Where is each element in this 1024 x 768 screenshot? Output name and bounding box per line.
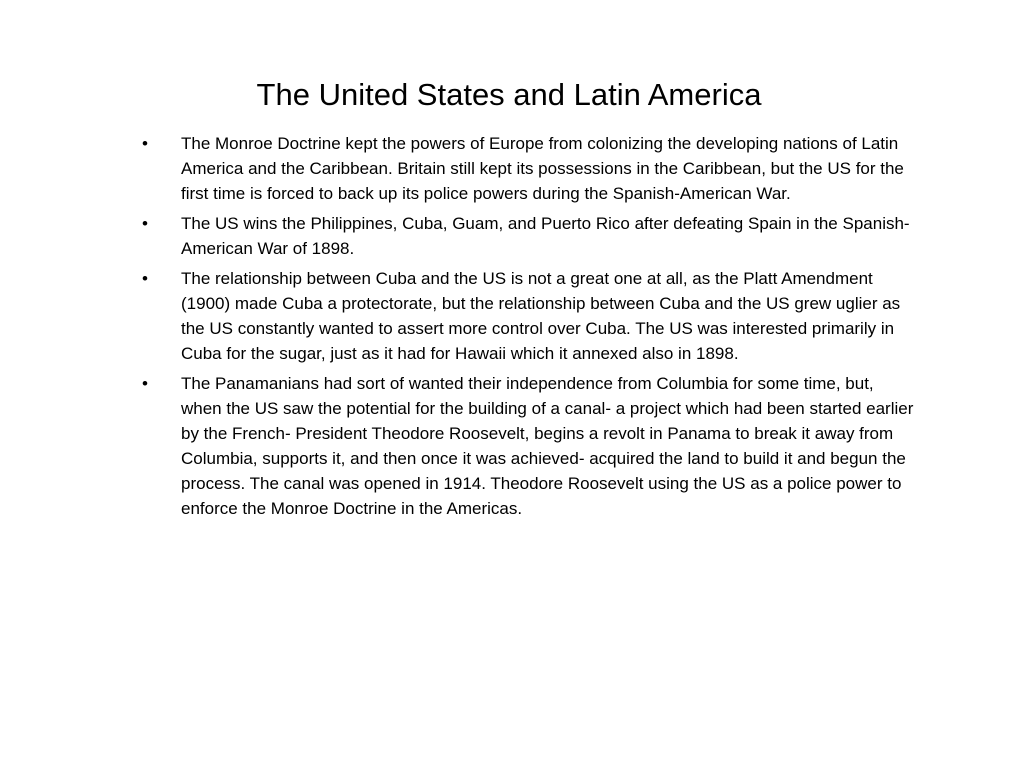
bullet-text: The relationship between Cuba and the US is not a great one at all, as the Platt Amendment (1900) made Cuba a protectorate, but the relationship between Cuba and the US grew uglier as the US constantly wanted to assert more control over Cuba. The US was interested primarily in Cuba for the sugar, just as it had for Hawaii which it annexed also in 1898. <box>181 269 901 363</box>
bullet-marker: • <box>142 214 148 233</box>
bullet-text: The Monroe Doctrine kept the powers of Europe from colonizing the developing nations of Latin America and the Caribbean. Britain still kept its possessions in the Caribbean, but the US for the first time is forced to back up its police powers during the Spanish-American War. <box>181 134 904 203</box>
bullet-text: The US wins the Philippines, Cuba, Guam, and Puerto Rico after defeating Spain in the Spanish-American War of 1898. <box>181 214 910 258</box>
bullet-marker: • <box>142 374 148 393</box>
bullet-item <box>140 131 918 206</box>
bullet-item <box>140 211 918 261</box>
bullet-item <box>140 371 918 521</box>
bullet-marker: • <box>142 269 148 288</box>
bullet-text: The Panamanians had sort of wanted their independence from Columbia for some time, but, when the US saw the potential for the building of a canal- a project which had been started earlier by the French- President Theodore Roosevelt, begins a revolt in Panama to break it away from Columbia, supports it, and then once it was achieved- acquired the land to build it and begun the process. The canal was opened in 1914. Theodore Roosevelt using the US as a police power to enforce the Monroe Doctrine in the Americas. <box>181 374 914 518</box>
bullet-marker: • <box>142 134 148 153</box>
bullet-list <box>140 131 918 526</box>
slide-title: The United States and Latin America <box>256 77 762 112</box>
bullet-item <box>140 266 918 366</box>
